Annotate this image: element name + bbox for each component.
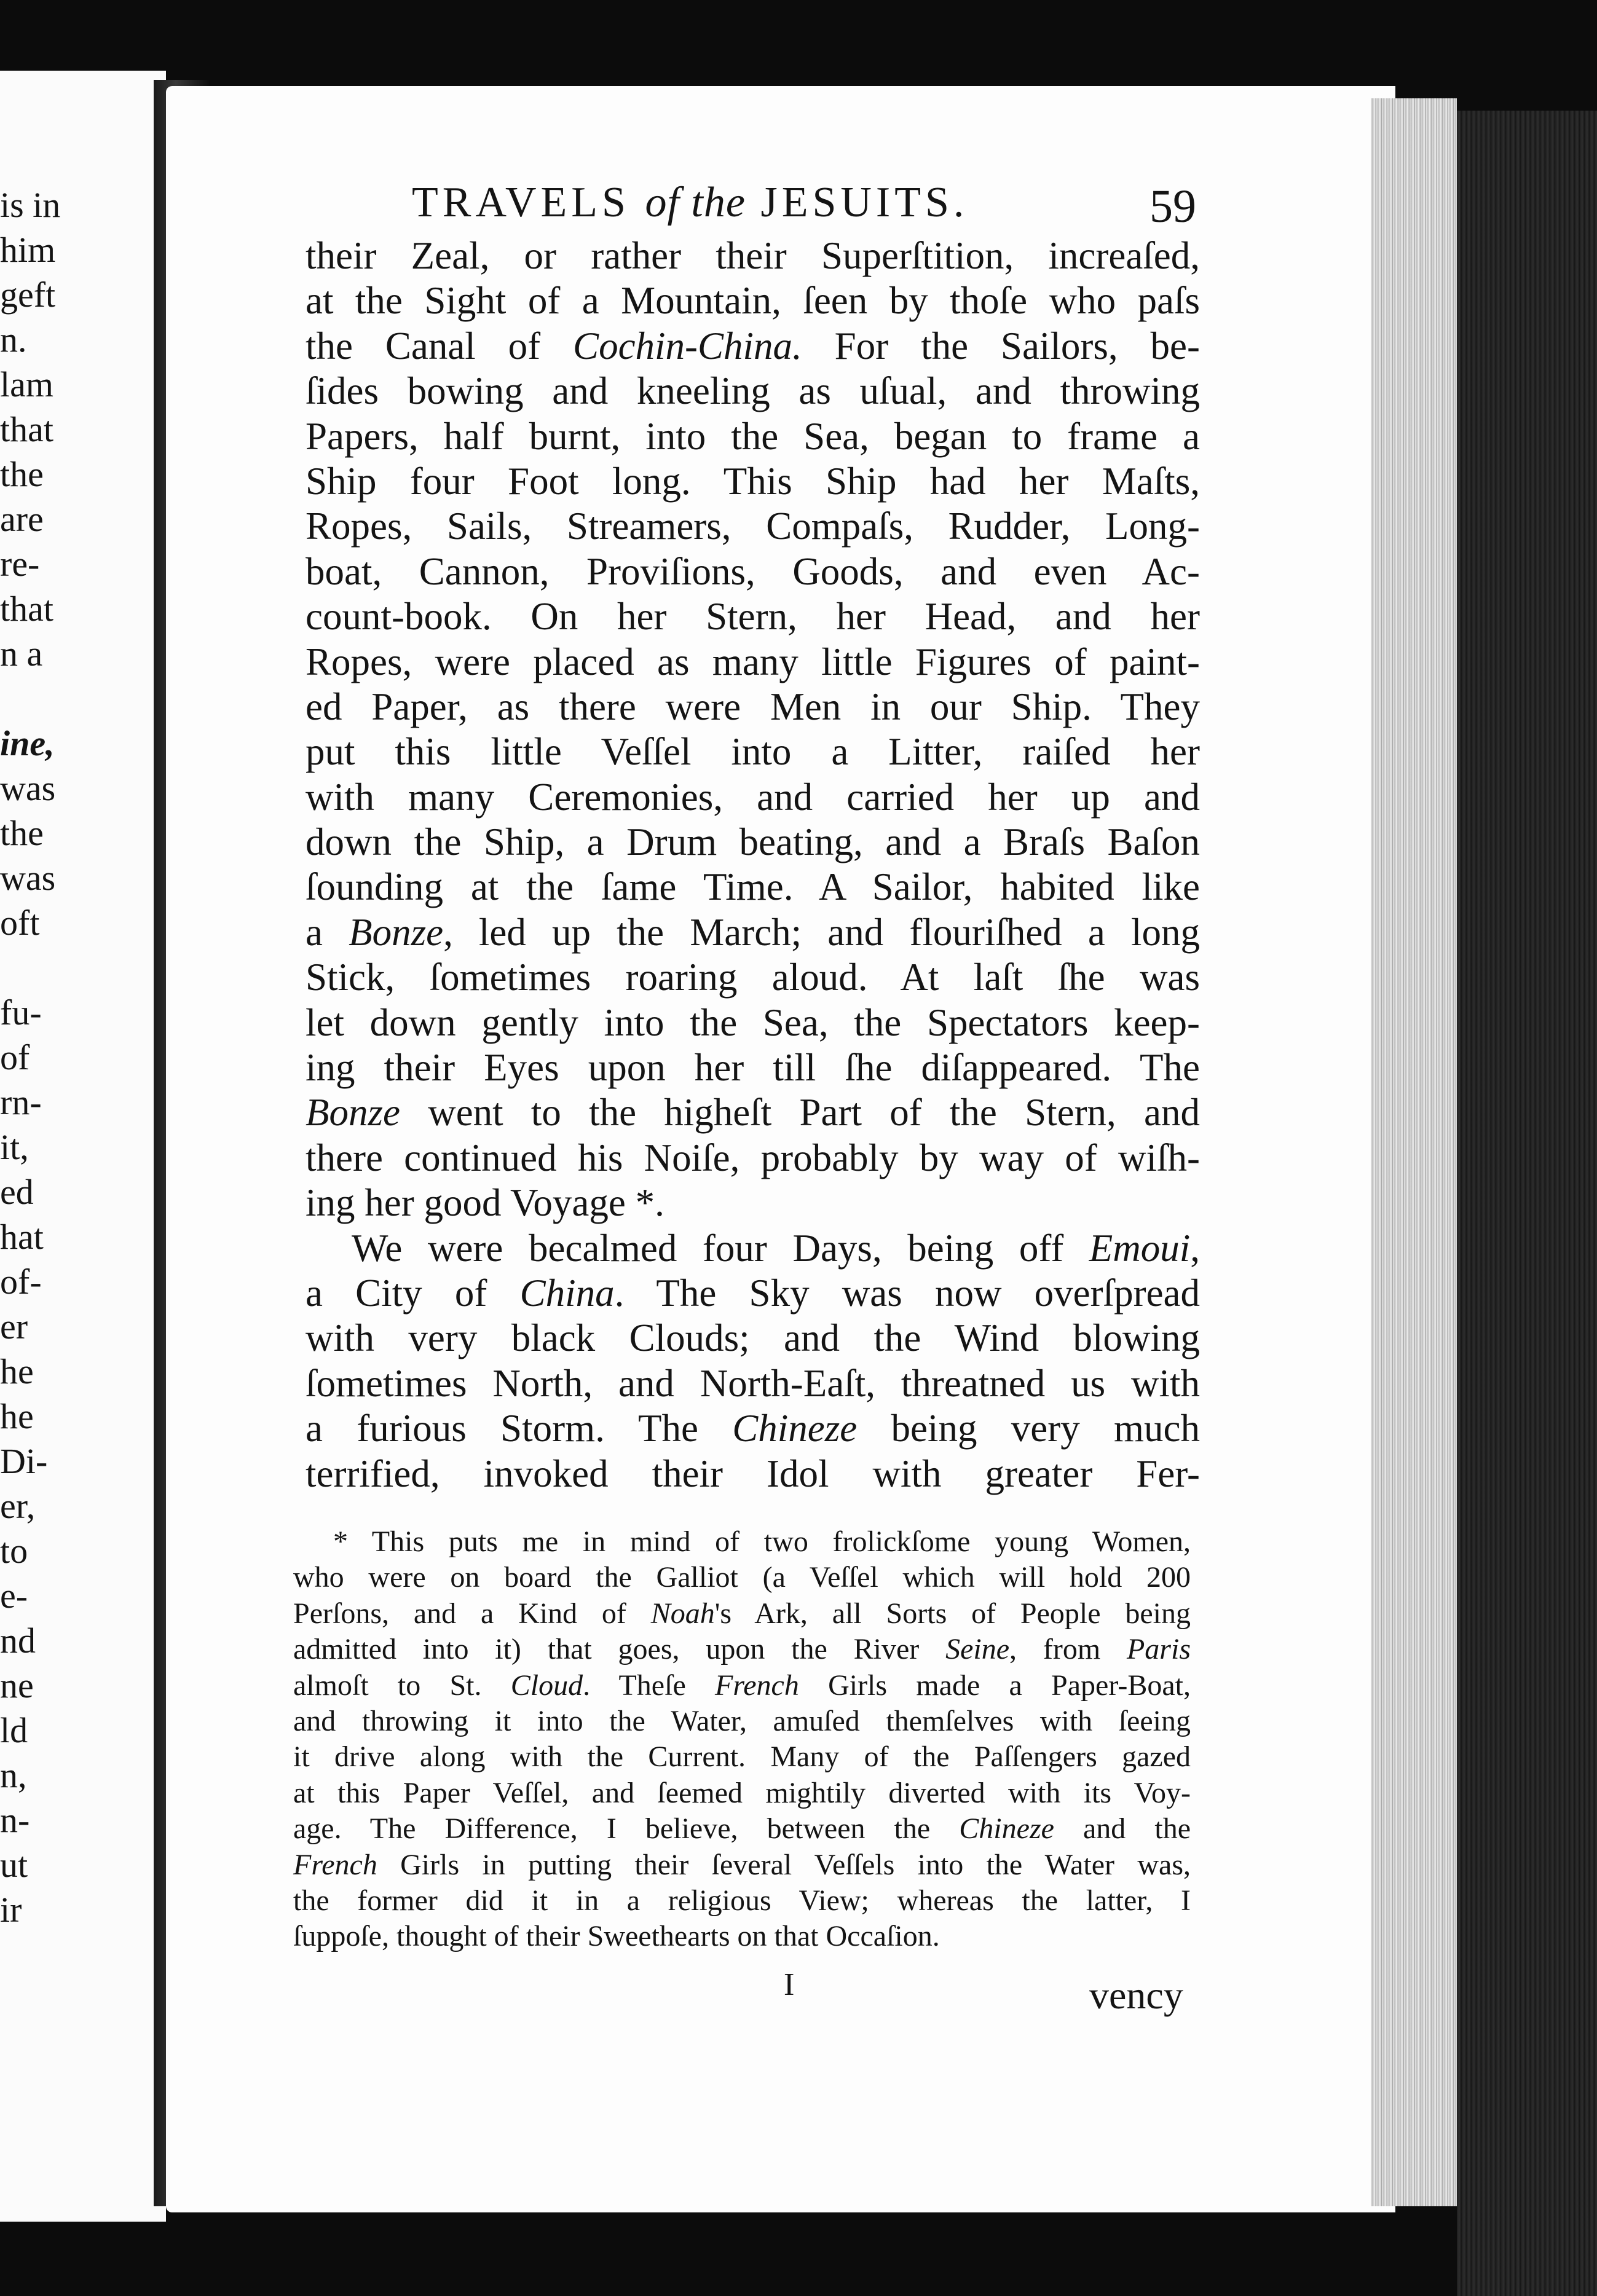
left-page-fragment: of (0, 1037, 30, 1077)
footnote-line: at this Paper Veſſel, and ſeemed mightily diverted with its Voy- (293, 1776, 1191, 1809)
body-line: with many Ceremonies, and carried her up and (306, 775, 1200, 819)
body-line: ſides bowing and kneeling as uſual, and throwing (306, 369, 1200, 413)
running-head-of-the: of the (645, 179, 746, 226)
body-line: Papers, half burnt, into the Sea, began to frame a (306, 414, 1200, 458)
running-head-travels: TRAVELS (412, 179, 630, 226)
body-line: a Bonze, led up the March; and flouriſhed a long (306, 910, 1201, 954)
body-line: a furious Storm. The Chineze being very much (306, 1407, 1201, 1450)
left-page-fragment: n- (0, 1800, 30, 1840)
left-page-fragment: lam (0, 364, 53, 404)
body-line: down the Ship, a Drum beating, and a Braſs Baſon (306, 820, 1200, 864)
left-page-fragment: ld (0, 1710, 28, 1750)
left-page-fragment: that (0, 589, 53, 629)
body-line: Ropes, Sails, Streamers, Compaſs, Rudder, Long- (306, 505, 1200, 548)
left-page-fragment: geft (0, 275, 56, 315)
catchword: vency (1089, 1973, 1183, 2017)
left-page-fragment: fu- (0, 993, 42, 1032)
footnote-line: almoſt to St. Cloud. Theſe French Girls made a Paper-Boat, (293, 1669, 1191, 1702)
left-page-fragment: of- (0, 1262, 42, 1302)
left-page-fragment: ine, (0, 723, 55, 763)
body-line: ing their Eyes upon her till ſhe diſappeared. The (306, 1046, 1200, 1090)
body-line: ing her good Voyage *. (306, 1181, 664, 1225)
left-page-fragment: the (0, 454, 44, 494)
left-page-fragment: was (0, 768, 56, 808)
body-line: at the Sight of a Mountain, ſeen by thoſe who paſs (306, 279, 1200, 323)
left-page-fragment: rn- (0, 1082, 42, 1122)
left-page-fragment: er, (0, 1486, 36, 1526)
left-page-fragment: ne (0, 1665, 34, 1705)
left-page-fragment: hat (0, 1217, 44, 1257)
signature-mark: I (784, 1967, 795, 2002)
left-page-fragment: ir (0, 1890, 22, 1930)
footnote-line: ſuppoſe, thought of their Sweethearts on that Occaſion. (293, 1920, 940, 1953)
left-page-fragment: n, (0, 1755, 27, 1795)
footnote-line: the former did it in a religious View; whereas the latter, I (293, 1884, 1191, 1917)
body-line: We were becalmed four Days, being off Emoui, (352, 1226, 1200, 1270)
footnote-line: admitted into it) that goes, upon the River Seine, from Paris (293, 1633, 1191, 1666)
left-page-fragment: that (0, 409, 53, 449)
footnote-line: age. The Difference, I believe, between the Chineze and the (293, 1812, 1191, 1846)
body-line: Stick, ſometimes roaring aloud. At laſt ſhe was (306, 956, 1200, 999)
left-page-fragment: was (0, 858, 56, 898)
body-text (306, 234, 1200, 1496)
book-edge-shadow (1457, 111, 1597, 2296)
footnote-line: and throwing it into the Water, amuſed themſelves with ſeeing (293, 1704, 1191, 1737)
footnote-line: who were on board the Galliot (a Veſſel which will hold 200 (293, 1561, 1191, 1594)
body-line: Ship four Foot long. This Ship had her Maſts, (306, 459, 1200, 503)
left-page-fragment: he (0, 1351, 34, 1391)
footnote-line: French Girls in putting their ſeveral Veſſels into the Water was, (293, 1848, 1191, 1881)
body-line: a City of China. The Sky was now overſpread (306, 1271, 1200, 1315)
left-page-fragment: him (0, 230, 56, 270)
page-number: 59 (1149, 181, 1196, 232)
body-line: count-book. On her Stern, her Head, and her (306, 595, 1200, 639)
left-page-fragment: Di- (0, 1441, 48, 1481)
left-page-fragment: it, (0, 1127, 29, 1167)
left-page-fragment: n. (0, 320, 27, 360)
body-line: terrified, invoked their Idol with greater Fer- (306, 1452, 1200, 1495)
body-line: with very black Clouds; and the Wind blowing (306, 1316, 1200, 1360)
body-line: ſounding at the ſame Time. A Sailor, habited like (306, 865, 1200, 909)
body-line: let down gently into the Sea, the Spectators keep- (306, 1001, 1200, 1044)
body-line: put this little Veſſel into a Litter, raiſed her (306, 730, 1200, 774)
running-head-jesuits: JESUITS. (760, 179, 969, 226)
left-facing-page (0, 71, 166, 2222)
left-page-fragment: is in (0, 185, 61, 225)
left-page-fragment: to (0, 1531, 28, 1571)
body-line: there continued his Noiſe, probably by way of wiſh- (306, 1136, 1200, 1179)
page-edges (1371, 98, 1457, 2206)
body-line: Bonze went to the higheſt Part of the Stern, and (306, 1091, 1200, 1134)
footnote-line: * This puts me in mind of two frolickſome young Women, (333, 1525, 1191, 1558)
footnote (293, 1524, 1191, 1955)
body-line: Ropes, were placed as many little Figures of paint- (306, 640, 1200, 683)
left-page-fragment: n a (0, 634, 43, 674)
footnote-line: Perſons, and a Kind of Noah's Ark, all Sorts of People being (293, 1597, 1191, 1630)
body-line: their Zeal, or rather their Superſtition, increaſed, (306, 234, 1200, 277)
left-page-fragment: the (0, 813, 44, 853)
body-line: ed Paper, as there were Men in our Ship. They (306, 685, 1200, 728)
footnote-line: it drive along with the Current. Many of the Paſſengers gazed (293, 1740, 1191, 1774)
left-page-fragment: nd (0, 1621, 36, 1661)
running-head (412, 178, 968, 227)
left-page-fragment: oft (0, 903, 40, 943)
left-page-fragment: re- (0, 544, 40, 584)
body-line: boat, Cannon, Proviſions, Goods, and even Ac- (306, 549, 1200, 593)
left-page-fragment: are (0, 499, 44, 539)
left-page-fragment: er (0, 1307, 28, 1347)
left-page-fragment: ed (0, 1172, 34, 1212)
left-page-fragment: he (0, 1396, 34, 1436)
body-line: ſometimes North, and North-Eaſt, threatned us with (306, 1361, 1200, 1405)
left-page-fragment: e- (0, 1576, 28, 1616)
body-line: the Canal of Cochin-China. For the Sailors, be- (306, 324, 1200, 368)
left-page-fragment: ut (0, 1845, 28, 1885)
